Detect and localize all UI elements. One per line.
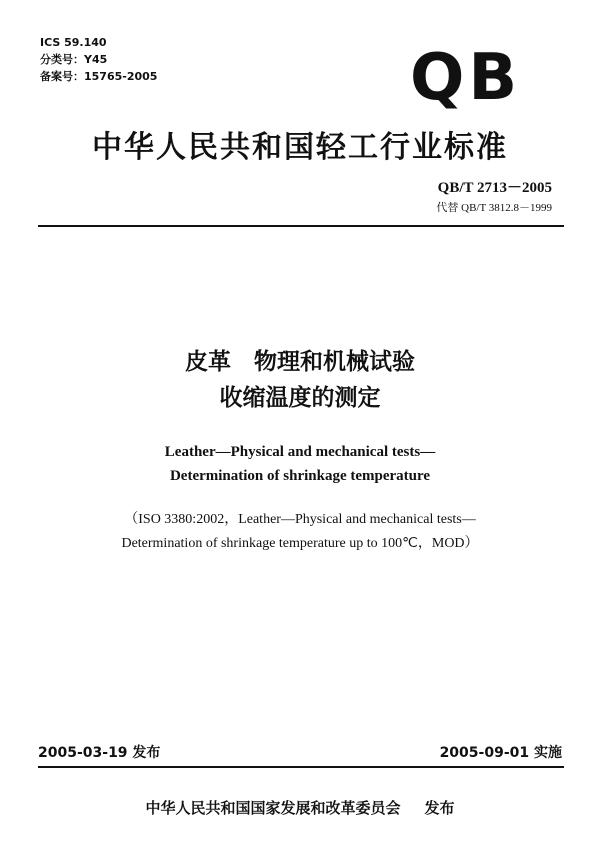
iso-ref-line-2: Determination of shrinkage temperature up to 100℃，MOD）: [121, 536, 479, 551]
standard-code-block: [436, 176, 552, 215]
issue-date: 2005-03-19 发布: [38, 745, 161, 761]
publisher: [0, 797, 600, 818]
iso-reference: [0, 508, 600, 556]
document-title-zh: [0, 344, 600, 416]
standard-code: QB/T 2713－2005: [437, 180, 552, 196]
replaces-code: 代替 QB/T 3812.8－1999: [436, 202, 552, 214]
qb-logo: QB: [410, 41, 522, 115]
ics-code: ICS 59.140: [40, 36, 107, 49]
record-number: 备案号：15765-2005: [40, 70, 158, 83]
classification-number: 分类号：Y45: [40, 53, 108, 66]
top-divider: [38, 225, 564, 227]
title-en-line-1: Leather—Physical and mechanical tests—: [164, 444, 436, 460]
iso-ref-line-1: （ISO 3380:2002，Leather—Physical and mechanical tests—: [124, 512, 476, 527]
title-zh-line-1: 皮革 物理和机械试验: [185, 349, 415, 375]
standard-title: 中华人民共和国轻工行业标准: [92, 130, 508, 165]
publisher-action: 发布: [424, 799, 455, 817]
title-en-line-2: Determination of shrinkage temperature: [169, 468, 431, 484]
bottom-divider: [38, 766, 564, 768]
document-title-en: [0, 440, 600, 488]
title-zh-line-2: 收缩温度的测定: [219, 385, 381, 411]
implementation-date: 2005-09-01 实施: [439, 745, 562, 761]
metadata-block: [40, 34, 157, 85]
publisher-name: 中华人民共和国国家发展和改革委员会: [145, 799, 401, 817]
